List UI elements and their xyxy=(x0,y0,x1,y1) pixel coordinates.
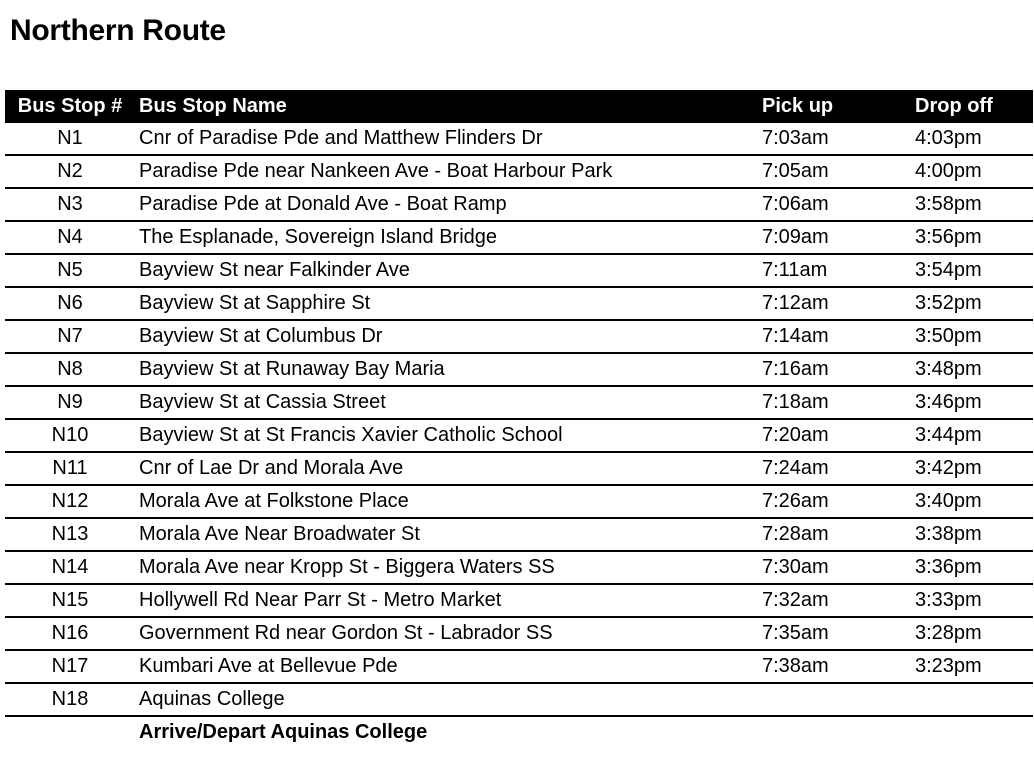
drop-off-time: 3:56pm xyxy=(870,221,1033,254)
timetable-body xyxy=(5,123,1033,716)
table-row xyxy=(5,551,1033,584)
header-stop-number: Bus Stop # xyxy=(5,90,135,123)
timetable xyxy=(5,90,1033,748)
footer-drop-off xyxy=(870,716,1033,748)
footer-stop-number xyxy=(5,716,135,748)
stop-name: Paradise Pde at Donald Ave - Boat Ramp xyxy=(135,188,750,221)
footer-row xyxy=(5,716,1033,748)
drop-off-time: 3:52pm xyxy=(870,287,1033,320)
pick-up-time xyxy=(750,683,870,716)
arrive-depart-label: Arrive/Depart Aquinas College xyxy=(139,721,428,743)
table-row xyxy=(5,485,1033,518)
pick-up-time: 7:24am xyxy=(750,452,870,485)
table-row xyxy=(5,353,1033,386)
pick-up-time: 7:06am xyxy=(750,188,870,221)
stop-number: N5 xyxy=(5,254,135,287)
table-row xyxy=(5,155,1033,188)
stop-name: Morala Ave at Folkstone Place xyxy=(135,485,750,518)
table-row xyxy=(5,452,1033,485)
table-row xyxy=(5,650,1033,683)
stop-name: Morala Ave Near Broadwater St xyxy=(135,518,750,551)
header-pick-up: Pick up xyxy=(750,90,870,123)
stop-number: N18 xyxy=(5,683,135,716)
pick-up-time: 7:03am xyxy=(750,123,870,155)
stop-number: N2 xyxy=(5,155,135,188)
pick-up-time: 7:16am xyxy=(750,353,870,386)
stop-name: Government Rd near Gordon St - Labrador SS xyxy=(135,617,750,650)
stop-number: N15 xyxy=(5,584,135,617)
stop-name: Hollywell Rd Near Parr St - Metro Market xyxy=(135,584,750,617)
page-title: Northern Route xyxy=(10,14,226,47)
drop-off-time xyxy=(870,683,1033,716)
drop-off-time: 3:28pm xyxy=(870,617,1033,650)
pick-up-time: 7:12am xyxy=(750,287,870,320)
timetable-footer xyxy=(5,716,1033,748)
drop-off-time: 3:23pm xyxy=(870,650,1033,683)
stop-number: N7 xyxy=(5,320,135,353)
stop-name: Bayview St at Columbus Dr xyxy=(135,320,750,353)
stop-name: Aquinas College xyxy=(135,683,750,716)
stop-name: Bayview St at Sapphire St xyxy=(135,287,750,320)
stop-name: Cnr of Paradise Pde and Matthew Flinders Dr xyxy=(135,123,750,155)
header-stop-name: Bus Stop Name xyxy=(135,90,750,123)
stop-name: Bayview St at Cassia Street xyxy=(135,386,750,419)
drop-off-time: 3:58pm xyxy=(870,188,1033,221)
pick-up-time: 7:30am xyxy=(750,551,870,584)
pick-up-time: 7:35am xyxy=(750,617,870,650)
pick-up-time: 7:28am xyxy=(750,518,870,551)
stop-number: N12 xyxy=(5,485,135,518)
stop-number: N9 xyxy=(5,386,135,419)
stop-number: N6 xyxy=(5,287,135,320)
stop-number: N1 xyxy=(5,123,135,155)
pick-up-time: 7:09am xyxy=(750,221,870,254)
stop-number: N3 xyxy=(5,188,135,221)
drop-off-time: 3:33pm xyxy=(870,584,1033,617)
stop-number: N8 xyxy=(5,353,135,386)
table-row xyxy=(5,221,1033,254)
table-row xyxy=(5,518,1033,551)
drop-off-time: 3:36pm xyxy=(870,551,1033,584)
drop-off-time: 3:44pm xyxy=(870,419,1033,452)
drop-off-time: 3:42pm xyxy=(870,452,1033,485)
stop-name: Paradise Pde near Nankeen Ave - Boat Harbour Park xyxy=(135,155,750,188)
stop-name: Bayview St at Runaway Bay Maria xyxy=(135,353,750,386)
header-row xyxy=(5,90,1033,123)
stop-number: N11 xyxy=(5,452,135,485)
stop-name: Morala Ave near Kropp St - Biggera Waters SS xyxy=(135,551,750,584)
stop-name: Bayview St near Falkinder Ave xyxy=(135,254,750,287)
table-row xyxy=(5,386,1033,419)
stop-number: N16 xyxy=(5,617,135,650)
drop-off-time: 4:03pm xyxy=(870,123,1033,155)
stop-number: N13 xyxy=(5,518,135,551)
drop-off-time: 3:38pm xyxy=(870,518,1033,551)
header-drop-off: Drop off xyxy=(870,90,1033,123)
stop-name: Kumbari Ave at Bellevue Pde xyxy=(135,650,750,683)
table-row xyxy=(5,287,1033,320)
table-row xyxy=(5,617,1033,650)
pick-up-time: 7:14am xyxy=(750,320,870,353)
pick-up-time: 7:05am xyxy=(750,155,870,188)
drop-off-time: 3:48pm xyxy=(870,353,1033,386)
pick-up-time: 7:26am xyxy=(750,485,870,518)
table-row xyxy=(5,188,1033,221)
drop-off-time: 3:40pm xyxy=(870,485,1033,518)
stop-name: The Esplanade, Sovereign Island Bridge xyxy=(135,221,750,254)
timetable-header xyxy=(5,90,1033,123)
table-row xyxy=(5,123,1033,155)
pick-up-time: 7:20am xyxy=(750,419,870,452)
stop-number: N17 xyxy=(5,650,135,683)
drop-off-time: 4:00pm xyxy=(870,155,1033,188)
drop-off-time: 3:46pm xyxy=(870,386,1033,419)
pick-up-time: 7:18am xyxy=(750,386,870,419)
table-row xyxy=(5,419,1033,452)
stop-number: N10 xyxy=(5,419,135,452)
table-row xyxy=(5,254,1033,287)
drop-off-time: 3:50pm xyxy=(870,320,1033,353)
pick-up-time: 7:11am xyxy=(750,254,870,287)
pick-up-time: 7:32am xyxy=(750,584,870,617)
stop-name: Cnr of Lae Dr and Morala Ave xyxy=(135,452,750,485)
footer-pick-up xyxy=(750,716,870,748)
pick-up-time: 7:38am xyxy=(750,650,870,683)
drop-off-time: 3:54pm xyxy=(870,254,1033,287)
table-row xyxy=(5,683,1033,716)
stop-number: N14 xyxy=(5,551,135,584)
table-row xyxy=(5,320,1033,353)
stop-name: Bayview St at St Francis Xavier Catholic School xyxy=(135,419,750,452)
table-row xyxy=(5,584,1033,617)
stop-number: N4 xyxy=(5,221,135,254)
